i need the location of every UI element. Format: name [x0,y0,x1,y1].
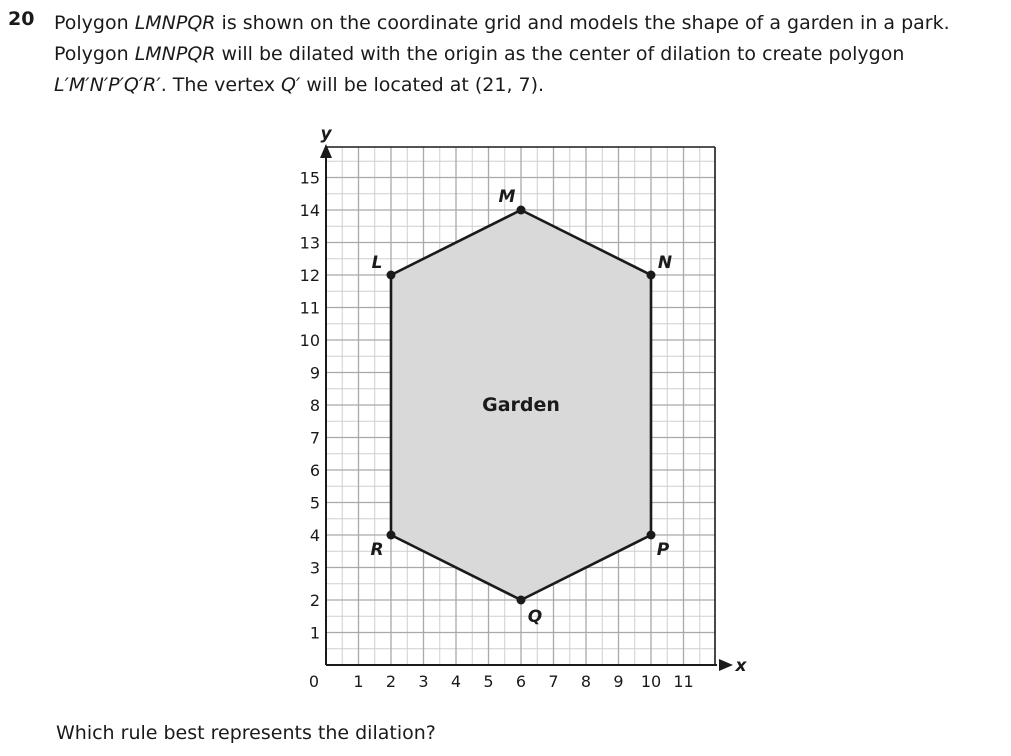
y-tick-label: 9 [309,363,320,383]
x-tick-label: 9 [613,672,624,691]
vertex-point-l [387,271,396,280]
y-tick-label: 14 [299,201,320,220]
x-tick-label: 2 [385,672,397,691]
vertex-label-m: M [498,187,516,207]
vertex-point-p [647,531,656,540]
y-tick-label: 4 [309,526,320,545]
y-tick-label: 12 [299,266,320,285]
y-axis-label: y [320,124,332,144]
vertex-label-r: R [370,540,384,560]
y-tick-label: 11 [299,298,320,318]
y-tick-label: 3 [309,558,320,578]
x-tick-label: 1 [353,672,364,691]
y-tick-label: 10 [299,331,320,350]
stem-text: Polygon [54,12,135,34]
y-tick-label: 5 [309,493,320,513]
x-tick-label: 3 [418,672,429,691]
vertex-label-p: P [656,540,670,560]
x-tick-label: 5 [483,672,494,691]
y-axis-arrow-icon [320,144,332,158]
vertex-name: Q′ [281,74,301,96]
x-axis-arrow-icon [719,659,733,671]
stem-text: Polygon [54,43,135,65]
question-number: 20 [8,8,35,30]
image-polygon-name: L′M′N′P′Q′R′ [54,74,161,96]
garden-polygon-layer [391,210,651,600]
y-tick-label: 1 [309,623,320,643]
x-tick-label: 8 [580,672,592,691]
x-axis-label: x [735,656,747,676]
y-tick-label: 8 [309,396,320,415]
polygon-name: LMNPQR [134,43,216,65]
x-tick-label: 4 [450,672,462,691]
y-tick-label: 15 [299,168,320,188]
y-tick-label: 6 [309,461,320,480]
origin-label: 0 [308,672,320,691]
x-tick-label: 6 [515,672,527,691]
stem-text: will be located at (21, 7). [300,74,545,96]
vertex-label-q: Q [527,607,543,627]
y-tick-label: 7 [309,428,320,448]
stem-text: is shown on the coordinate grid and models the shape of a garden in a park. [215,12,950,34]
question-prompt: Which rule best represents the dilation? [56,722,436,744]
vertex-label-l: L [371,253,383,273]
vertex-point-q [517,596,526,605]
stem-text: . The vertex [160,74,281,96]
x-tick-label: 10 [640,672,662,691]
y-tick-label: 2 [309,591,320,610]
polygon-name: LMNPQR [134,12,216,34]
vertex-point-r [387,531,396,540]
vertex-point-m [517,206,526,215]
x-tick-label: 7 [548,672,559,691]
x-tick-label: 11 [673,672,694,691]
y-tick-label: 13 [299,233,320,253]
vertex-point-n [647,271,656,280]
stem-text: will be dilated with the origin as the center of dilation to create polygon [215,43,905,65]
vertex-label-n: N [657,253,673,273]
garden-label: Garden [482,394,560,416]
